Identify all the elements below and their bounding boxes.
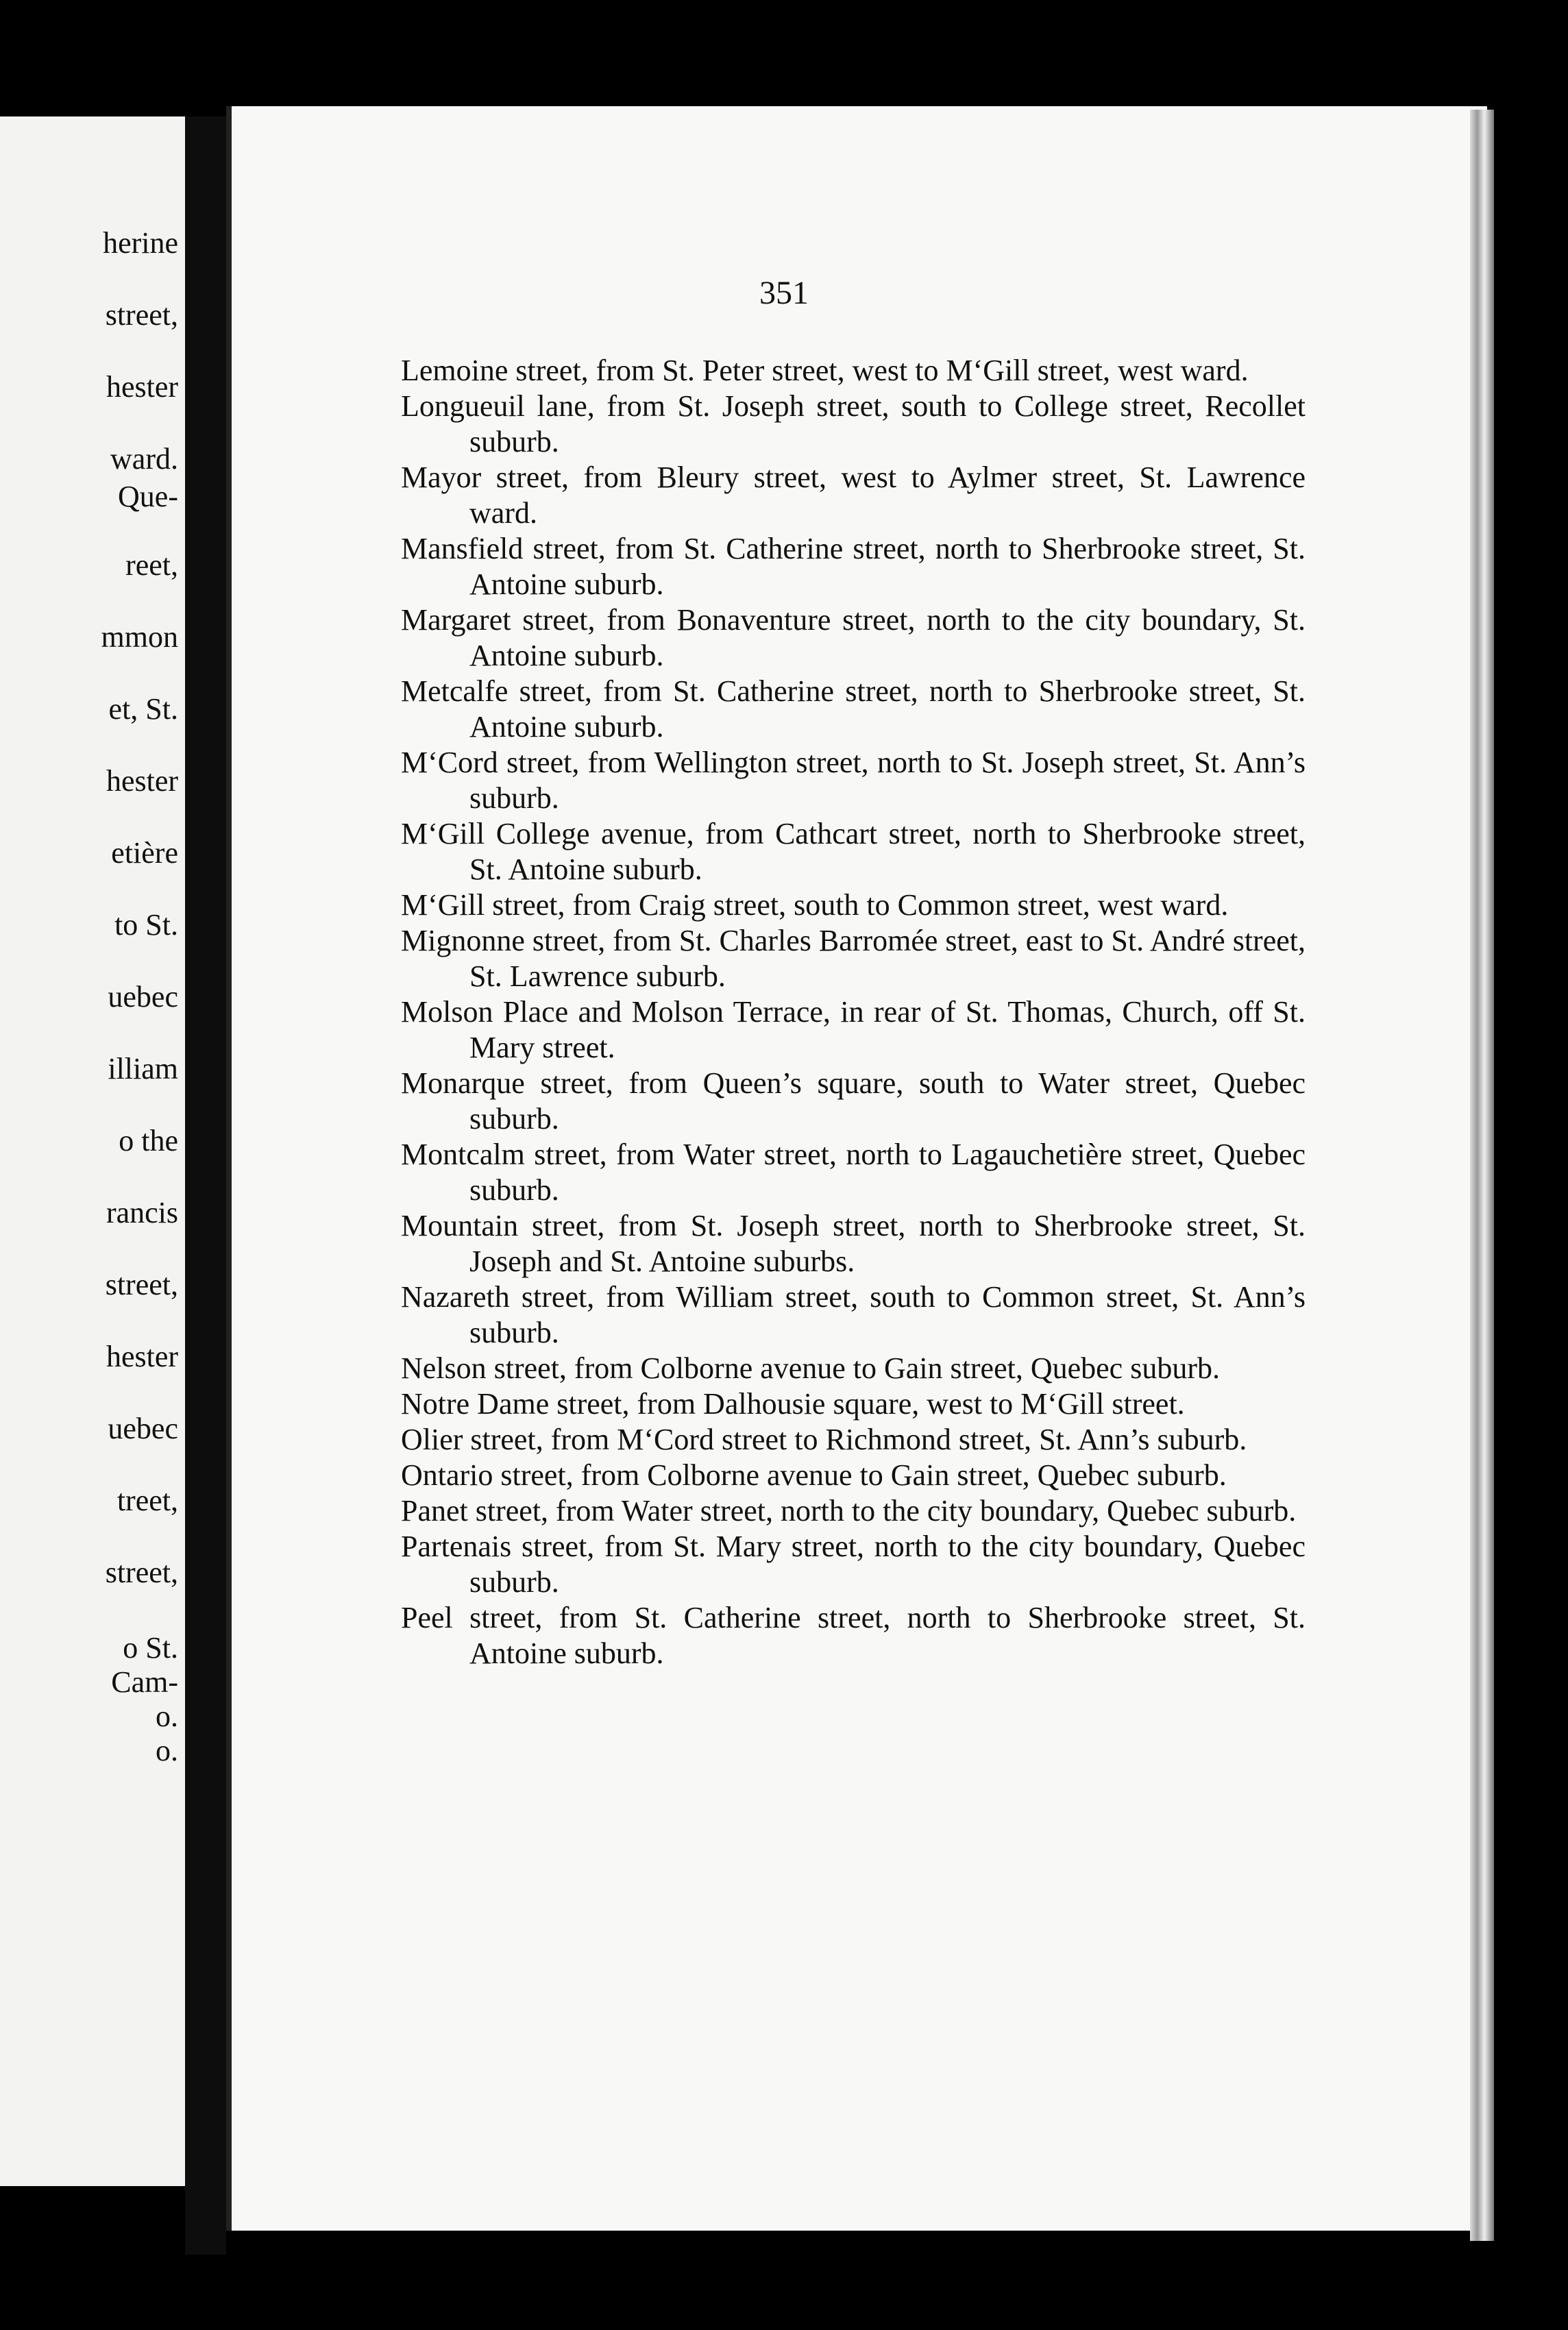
left-page-fragment: illiam [108, 1052, 178, 1086]
directory-entry: Molson Place and Molson Terrace, in rear of St. Thomas, Church, off St. Mary street. [401, 995, 1306, 1064]
left-page-fragment: ward. [110, 442, 178, 476]
left-page-fragment: hester [106, 370, 178, 404]
left-page-fragment: street, [105, 1556, 178, 1589]
directory-entry: Nelson street, from Colborne avenue to Gain street, Quebec suburb. [401, 1351, 1220, 1385]
left-page-fragment: etière [111, 836, 178, 870]
directory-entry: Metcalfe street, from St. Catherine street, north to Sherbrooke street, St. Antoine suburb. [401, 674, 1306, 744]
directory-entry: Partenais street, from St. Mary street, north to the city boundary, Quebec suburb. [401, 1530, 1306, 1599]
left-page-fragment: hester [106, 764, 178, 798]
directory-entry: Montcalm street, from Water street, north to Lagauchetière street, Quebec suburb. [401, 1138, 1306, 1207]
left-page-fragment: herine [103, 226, 178, 260]
page-number: 351 [759, 275, 809, 311]
left-page-fragment: o the [119, 1124, 178, 1157]
left-page-fragment: Cam- [111, 1665, 178, 1699]
left-page-fragment: street, [105, 298, 178, 332]
left-page-fragment: uebec [108, 980, 178, 1014]
page-edge [1470, 110, 1494, 2241]
directory-entry: Monarque street, from Queen’s square, south to Water street, Quebec suburb. [401, 1066, 1306, 1136]
left-page-fragment: o St. [123, 1631, 178, 1665]
left-page [0, 116, 189, 2186]
directory-entry: Mansfield street, from St. Catherine street, north to Sherbrooke street, St. Antoine suburb. [401, 532, 1306, 601]
left-page-fragment: Que- [118, 480, 178, 513]
directory-entry: Notre Dame street, from Dalhousie square, west to M‘Gill street. [401, 1387, 1185, 1421]
directory-entry: Mignonne street, from St. Charles Barromée street, east to St. André street, St. Lawrence suburb. [401, 924, 1306, 993]
directory-entry: M‘Gill College avenue, from Cathcart street, north to Sherbrooke street, St. Antoine suburb. [401, 817, 1306, 886]
left-page-fragment: o. [156, 1700, 178, 1733]
left-page-fragment: to St. [114, 908, 178, 942]
directory-entry: Olier street, from M‘Cord street to Richmond street, St. Ann’s suburb. [401, 1423, 1247, 1456]
left-page-fragment: hester [106, 1340, 178, 1373]
directory-entry: M‘Gill street, from Craig street, south to Common street, west ward. [401, 888, 1229, 922]
directory-entry: Panet street, from Water street, north to the city boundary, Quebec suburb. [401, 1494, 1297, 1528]
directory-entry: Ontario street, from Colborne avenue to Gain street, Quebec suburb. [401, 1458, 1227, 1492]
left-page-fragment: et, St. [108, 692, 178, 726]
left-page-fragment: reet, [125, 548, 178, 582]
book-gutter [185, 116, 226, 2255]
directory-entry: Nazareth street, from William street, south to Common street, St. Ann’s suburb. [401, 1280, 1306, 1349]
directory-entry: Margaret street, from Bonaventure street, north to the city boundary, St. Antoine suburb. [401, 603, 1306, 672]
directory-entry: Mountain street, from St. Joseph street, north to Sherbrooke street, St. Joseph and St. Antoine suburbs. [401, 1209, 1306, 1278]
directory-entry: Longueuil lane, from St. Joseph street, south to College street, Recollet suburb. [401, 389, 1306, 458]
directory-entry: M‘Cord street, from Wellington street, north to St. Joseph street, St. Ann’s suburb. [401, 746, 1306, 815]
left-page-fragment: uebec [108, 1412, 178, 1445]
directory-entry: Lemoine street, from St. Peter street, west to M‘Gill street, west ward. [401, 354, 1249, 387]
street-directory-entries [401, 353, 1306, 1671]
left-page-fragment: mmon [101, 620, 178, 654]
directory-entry: Mayor street, from Bleury street, west to Aylmer street, St. Lawrence ward. [401, 461, 1306, 530]
left-page-fragment: treet, [117, 1484, 178, 1517]
directory-entry: Peel street, from St. Catherine street, north to Sherbrooke street, St. Antoine suburb. [401, 1601, 1306, 1670]
left-page-fragment: street, [105, 1268, 178, 1301]
left-page-fragment: o. [156, 1734, 178, 1767]
left-page-fragment: rancis [106, 1196, 178, 1229]
